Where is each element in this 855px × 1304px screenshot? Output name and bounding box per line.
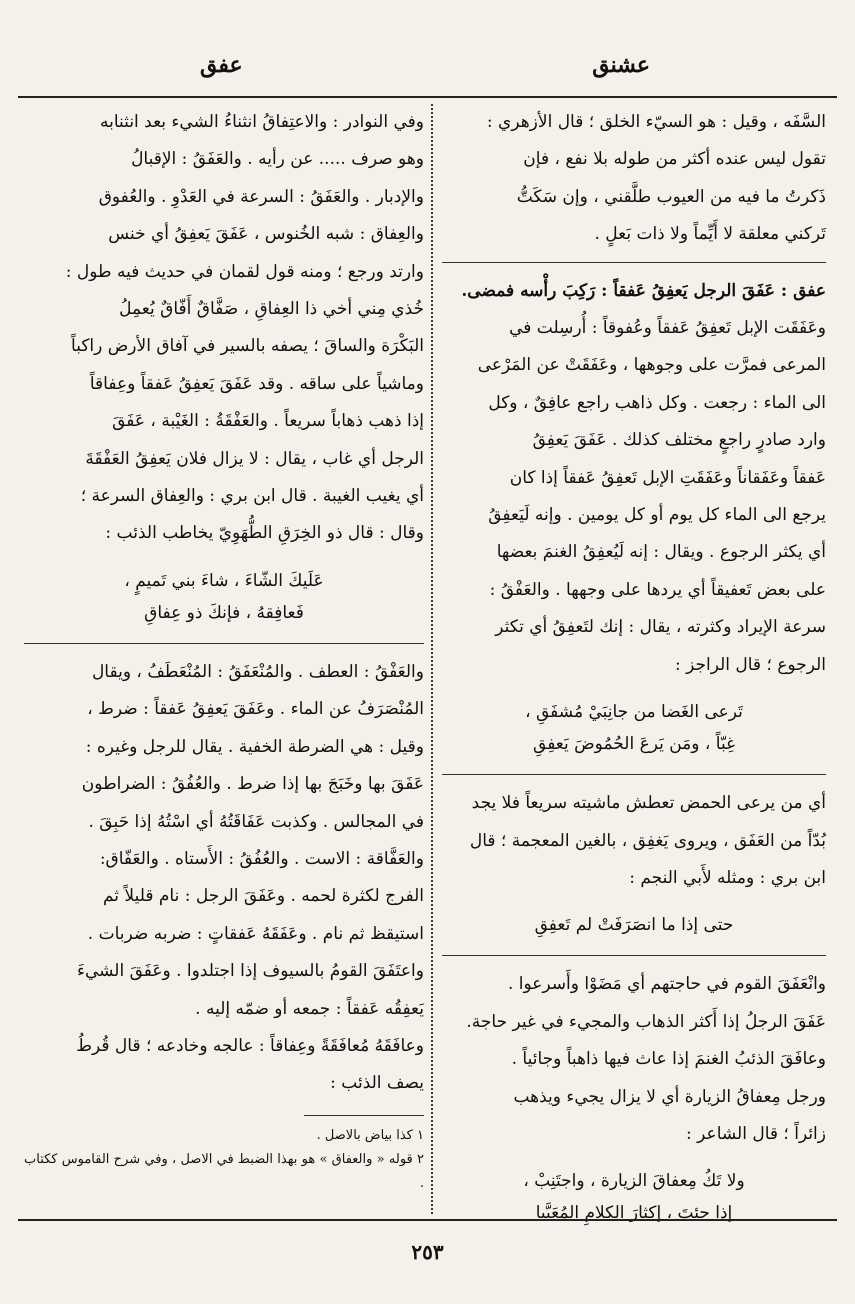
- text-line: وقيل : هي الضرطة الخفية . يقال للرجل وغيره :: [85, 736, 424, 757]
- verse-line: إذا جئتَ ، إكثارَ الكلامِ المُعَيَّبا: [535, 1203, 733, 1224]
- text-line: خُذي مِني أخي ذا العِفاقِ ، صَفَّاقٌ أَفّاقٌ يُعمِلُ: [119, 299, 424, 320]
- verse-line: حتى إذا ما انصَرَفَتْ لم تَعفِقِ: [534, 915, 734, 936]
- text-line: وماشياً على ساقه . وقد عَفَقَ يَعفِقُ عَفقاً وعِفاقاً: [89, 373, 424, 394]
- verse-line: فَعافِقهُ ، فإنكَ ذو عِفاقِ: [144, 602, 304, 623]
- text-line: عَفَقَ بها وخَبَجَ بها إذا ضرط . والعُفُقُ : الضراطون: [81, 774, 424, 795]
- verse-line: ولا تَكُ مِعفاقَ الزيارة ، واجتَنِبْ ،: [523, 1171, 745, 1192]
- verse-line: غِبّاً ، ومَن يَرعَ الحُمُوضَ يَعفِقِ: [533, 734, 735, 755]
- column-divider: [431, 104, 433, 1214]
- bottom-rule: [18, 1219, 837, 1221]
- text-line: وعَفَقَت الإبل تَعفِقُ عَفقاً وعُفوقاً : أُرسِلت في: [509, 318, 826, 339]
- text-line: المُنْصَرَفُ عن الماء . وعَفَقَ يَعفِقُ عَفقاً : ضرط ،: [87, 699, 424, 720]
- footnote: ١ كذا بياض بالاصل .: [316, 1127, 424, 1143]
- text-line: عَفَقَ الرجلُ إذا أَكثر الذهاب والمجيء في غير حاجة.: [466, 1011, 826, 1032]
- text-line: ورجل مِعفاقُ الزيارة أي لا يزال يجيء ويذهب: [513, 1086, 826, 1107]
- text-line: عَفقاً وعَفَقاناً وعَفَقَتِ الإبل تَعفِقُ عَفقاً إذا كان: [509, 467, 826, 488]
- text-line: الرجوع ؛ قال الراجز :: [674, 654, 826, 675]
- text-line: على بعض تَعفيقاً أي يردها على وجهها . والعَفْقُ :: [489, 579, 826, 600]
- text-line: ابن بري : ومثله لأَبي النجم :: [629, 867, 826, 888]
- text-line: وارتد ورجع ؛ ومنه قول لقمان في حديث فيه طول :: [65, 261, 424, 282]
- entry-headword-line: عفق : عَفَقَ الرجل يَعفِقُ عَفقاً : رَكِبَ رأْسه فمضى.: [461, 280, 826, 301]
- text-line: وعافَقَ الذئبُ الغنمَ إذا عاث فيها ذاهباً وجائياً .: [511, 1049, 826, 1070]
- text-line: والإدبار . والعَفَقُ : السرعة في العَدْوِ . والعُفوق: [98, 186, 424, 207]
- verse-block: [442, 909, 826, 941]
- text-line: الى الماء : رجعت . وكل ذاهب راجع عافِقٌ ، وكل: [488, 392, 826, 413]
- top-rule: [18, 96, 837, 98]
- text-line: يصف الذئب :: [330, 1073, 424, 1094]
- text-line: سرعة الإيراد وكثرته ، يقال : إنك لتَعفِقُ أي تكثر: [495, 617, 826, 638]
- text-line: المرعى فمرَّت على وجوهها ، وعَفَقَتْ عن المَرْعى: [477, 355, 826, 376]
- text-line: وانْعَفَقَ القوم في حاجتهم أي مَضَوْا وأَسرعوا .: [507, 974, 826, 995]
- entry-separator: [442, 262, 826, 263]
- text-line: وعافَقَهُ مُعافَقَةً وعِفاقاً : عالجه وخادعه ؛ قال قُرطُ: [76, 1035, 424, 1056]
- section-separator: [442, 955, 826, 956]
- text-line: البَكْرَة والساقَ ؛ يصفه بالسير في آفاق الأرض راكباً: [71, 336, 424, 357]
- text-line: وقال : قال ذو الخِرَقِ الطُّهَوِيّ يخاطب الذئب :: [105, 523, 424, 544]
- text-line: إذا ذهب ذهاباً سريعاً . والعَفْقَةُ : الغَيْبة ، عَفَقَ: [112, 411, 424, 432]
- left-column: [24, 106, 424, 1196]
- verse-line: تَرعى الغَضا من جانِبَيْ مُشفَقِ ،: [525, 702, 743, 723]
- text-line: في المجالس . وكذبت عَفَاقَتُهُ أي اسْتُهُ إذا حَبِقَ .: [88, 811, 424, 832]
- verse-line: عَلَيكَ الشّاءَ ، شاءَ بني تَميمٍ ،: [124, 570, 324, 591]
- verse-block: [442, 696, 826, 760]
- text-line: واعتَفَقَ القومُ بالسيوف إذا اجتلدوا . وعَفَقَ الشيءَ: [76, 961, 424, 982]
- section-separator: [442, 774, 826, 775]
- text-line: الرجل أي غاب ، يقال : لا يزال فلان يَعفِقُ العَفْقَةَ: [85, 448, 424, 469]
- text-line: أي يغيب الغيبة . قال ابن بري : والعِفاق السرعة ؛: [80, 486, 424, 507]
- running-head-right: عشنق: [592, 52, 650, 78]
- page-number: ٢٥٣: [411, 1240, 444, 1264]
- text-line: أي من يرعى الحمض تعطش ماشيته سريعاً فلا يجد: [471, 793, 826, 814]
- footnote: ٢ قوله « والعفاق » هو بهذا الضبط في الاصل ، وفي شرح القاموس ككتاب .: [24, 1151, 424, 1191]
- text-line: السَّفَه ، وقيل : هو السيّء الخلق ؛ قال الأزهري :: [486, 112, 826, 132]
- right-column: [442, 106, 826, 1243]
- text-line: تَركني معلقة لا أَيِّماً ولا ذات بَعلٍ .: [594, 224, 826, 245]
- text-line: زائراً ؛ قال الشاعر :: [686, 1123, 826, 1144]
- text-line: والعَفَّاقة : الاست . والعُفُقُ : الأَستاه . والعَفّاق:: [99, 848, 424, 869]
- text-line: والعِفاق : شبه الخُنوس ، عَفَقَ يَعفِقُ أي خنس: [108, 224, 424, 245]
- text-line: وارد صادرٍ راجعٍ مختلف كذلك . عَفَقَ يَعفِقُ: [532, 430, 826, 451]
- text-line: يرجع الى الماء كل يوم أو كل يومين . وإنه لَيَعفِقُ: [488, 505, 826, 526]
- text-line: بُدّاً من العَفَق ، ويروى يَغفِق ، بالغين المعجمة ؛ قال: [469, 830, 826, 851]
- text-line: وهو صرف ..... عن رأيه . والعَفَقُ : الإقبالُ: [131, 149, 424, 170]
- footnote-rule: [304, 1115, 424, 1116]
- text-line: استيقظ ثم نام . وعَفَقَهُ عَفقاتٍ : ضربه ضربات .: [87, 923, 424, 944]
- verse-block: [24, 565, 424, 629]
- text-line: ذَكرتُ ما فيه من العيوب طلَّقني ، وإن سَكَتُّ: [516, 186, 826, 207]
- running-head-left: عفق: [200, 52, 243, 78]
- text-line: وفي النوادر : والاعتِفاقُ انثناءُ الشيء بعد انثنابه: [100, 112, 424, 132]
- text-line: والعَفْقُ : العطف . والمُنْعَفَقُ : المُنْعَطَفُ ، ويقال: [91, 661, 424, 682]
- text-line: أي يكثر الرجوع . ويقال : إنه لَيُعفِقُ الغنمَ بعضها: [496, 542, 826, 563]
- text-line: يَعفِقُه عَفقاً : جمعه أو ضمّه إليه .: [195, 998, 424, 1019]
- footnotes: [24, 1124, 424, 1196]
- section-separator: [24, 643, 424, 644]
- text-line: تقول ليس عنده أكثر من طوله بلا نفع ، فإن: [523, 149, 826, 170]
- text-line: الفرج لكثرة لحمه . وعَفَقَ الرجل : نام قليلاً ثم: [102, 886, 424, 907]
